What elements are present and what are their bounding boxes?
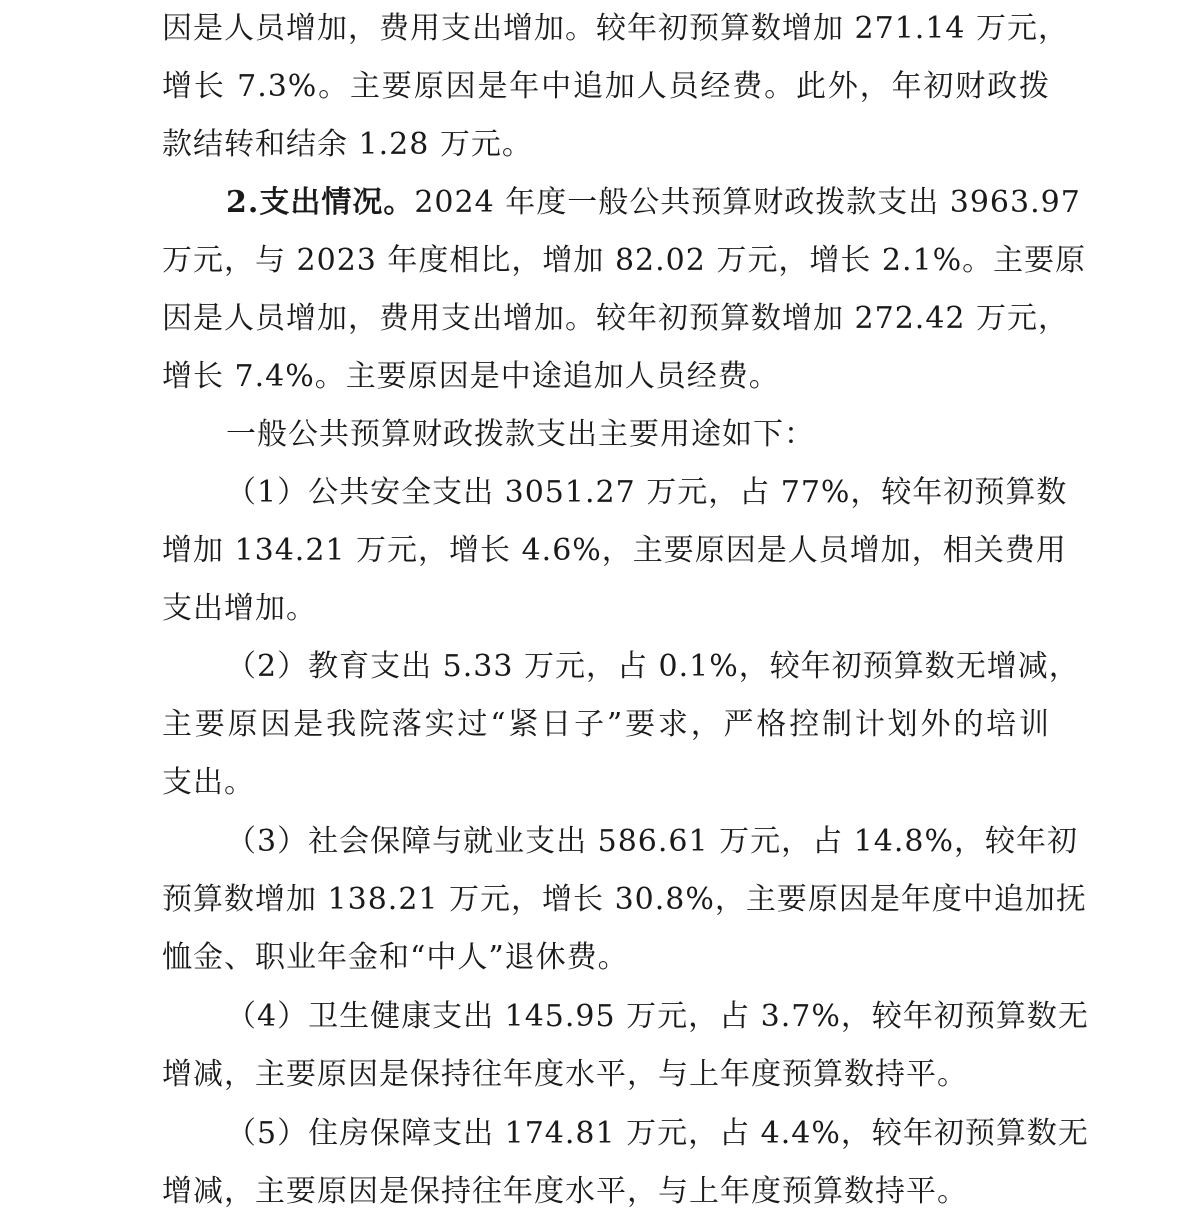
paragraph-social-security <box>162 813 1087 987</box>
text-line-rest: 2024 年度一般公共预算财政拨款支出 3963.97 <box>414 185 1081 220</box>
section-heading: 2.支出情况。 <box>226 185 415 220</box>
text-line: （3）社会保障与就业支出 586.61 万元，占 14.8%，较年初 <box>226 824 1078 859</box>
text-line: 一般公共预算财政拨款支出主要用途如下： <box>226 417 815 452</box>
paragraph-education <box>162 638 1080 812</box>
text-line: 增加 134.21 万元，增长 4.6%，主要原因是人员增加，相关费用 <box>162 533 1067 568</box>
text-line: 增长 7.4%。主要原因是中途追加人员经费。 <box>162 359 780 394</box>
text-line: 预算数增加 138.21 万元，增长 30.8%，主要原因是年度中追加抚 <box>162 882 1087 917</box>
text-line: 恤金、职业年金和“中人”退休费。 <box>162 940 629 975</box>
text-line: 万元，与 2023 年度相比，增加 82.02 万元，增长 2.1%。主要原 <box>162 243 1087 278</box>
text-line <box>162 174 1081 232</box>
paragraph-uses-intro <box>162 406 1050 464</box>
text-line: 支出增加。 <box>162 591 317 626</box>
text-line: 增减，主要原因是保持往年度水平，与上年度预算数持平。 <box>162 1057 968 1092</box>
text-line: 因是人员增加，费用支出增加。较年初预算数增加 271.14 万元， <box>162 11 1070 46</box>
paragraph-income-continuation <box>162 0 1070 174</box>
text-line: （1）公共安全支出 3051.27 万元，占 77%，较年初预算数 <box>226 475 1068 510</box>
paragraph-housing <box>162 1105 1089 1221</box>
text-line: （4）卫生健康支出 145.95 万元，占 3.7%，较年初预算数无 <box>226 999 1089 1034</box>
text-line: 款结转和结余 1.28 万元。 <box>162 127 533 162</box>
paragraph-public-security <box>162 464 1068 638</box>
text-line: 支出。 <box>162 765 255 800</box>
text-line: 主要原因是我院落实过“紧日子”要求，严格控制计划外的培训 <box>162 707 1050 742</box>
text-line: （5）住房保障支出 174.81 万元，占 4.4%，较年初预算数无 <box>226 1116 1089 1151</box>
text-line: 增长 7.3%。主要原因是年中追加人员经费。此外，年初财政拨 <box>162 69 1050 104</box>
text-line: 因是人员增加，费用支出增加。较年初预算数增加 272.42 万元， <box>162 301 1070 336</box>
paragraph-health <box>162 988 1089 1104</box>
paragraph-expenditure-overview <box>162 174 1087 406</box>
text-line: 增减，主要原因是保持往年度水平，与上年度预算数持平。 <box>162 1174 968 1209</box>
text-line: （2）教育支出 5.33 万元，占 0.1%，较年初预算数无增减， <box>226 649 1080 684</box>
